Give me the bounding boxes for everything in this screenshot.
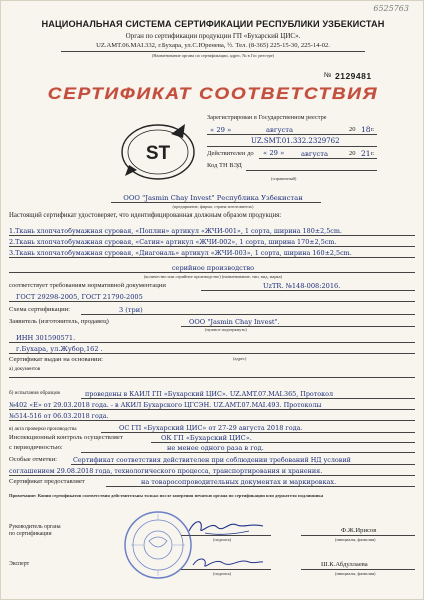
head-signature-scribble [181,515,271,537]
tn-label: Код ТН ВЭД [207,162,242,169]
st-logo-mark [119,118,197,182]
special-text-3-value: на товаросопроводительных документах и маркировках. [141,478,337,486]
compliance-value-2: ГОСТ 29298-2005, ГОСТ 21790-2005 [16,293,143,301]
documents-line [9,377,415,378]
special-label: Особые отметки: [9,456,57,463]
valid-day: « 29 » [263,149,285,157]
check-label: в) акта проверки производства [9,426,77,432]
inn-line [9,342,415,343]
organ-line: Орган по сертификации продукции ГП «Бухарский ЦИС». [125,32,301,40]
applicant-caption: (нужное подчеркнуть) [205,327,247,332]
tn-caption: (справочный) [271,176,297,181]
reg-year: 18 [361,125,371,134]
product-2-line [9,246,415,247]
applicant-address: г.Бухара, ул.Жубор,162 . [16,345,103,353]
tn-line [246,170,377,171]
expert-name-caption: (инициалы, фамилия) [335,571,376,576]
reg-number: UZ.SMT.01.332.2329762 [251,137,340,145]
tests-underline-2 [9,409,415,410]
period-value: не менее одного раза в год. [167,444,264,452]
special-line-1 [71,464,415,465]
product-1: 1.Ткань хлопчатобумажная суровая, «Поплин» артикул «ЖЧИ-001», 1 сорта, ширина 180±2,5cm. [9,227,342,235]
basis-label: Сертификат выдан на основании: [9,356,103,363]
valid-year: 21 [361,149,371,158]
applicant-value: ООО "Jasmin Chay Invest". [189,318,280,326]
tests-line-2: №402 «Е» от 29.03.2018 года. - в АКИЛ Бухарского ЦГСЭН. UZ.AMT.07.MAI.493. Протоколы [9,401,322,409]
valid-date-line [259,158,377,159]
expert-name: Ш.К.Абдуллаева [321,561,368,568]
expert-sign-caption: (подпись) [213,571,232,576]
tests-label: б) испытания образцов [9,390,60,396]
valid-label: Действителен до [207,150,254,157]
compliance-line-1 [201,290,415,291]
reg-month: августа [266,126,294,134]
special-text-3: Сертификат предоставляет [9,478,85,485]
inspection-label: Инспекционный контроль осуществляет [9,434,123,441]
note-text: Примечание: Копии сертификатов соответствия действительны только после заверения печатью органа по сертификации или держателя подлинника [9,493,324,498]
check-value: ОС ГП «Бухарский ЦИС» от 27-29 августа 2018 года. [119,424,303,432]
serial-label: № [324,72,332,79]
valid-year-prefix: 20 [349,150,356,157]
compliance-label: соответствует требованиям нормативной документации [9,282,166,289]
production-value: серийное производство [171,264,255,272]
manufacturer-line [111,202,321,203]
inspection-value: ОК ГП «Бухарский ЦИС». [161,434,252,442]
organ-underline [61,51,365,52]
tests-underline-3 [9,420,415,421]
address-line [9,353,415,354]
top-number: 6525763 [373,4,409,13]
reg-date-line [207,134,377,135]
st-logo [119,118,197,182]
expert-name-line [301,569,415,570]
tests-line-3: №514-516 от 06.03.2018 года. [9,412,109,420]
organ-address: UZ.AMT.06.MAI.332, г.Бухара, ул.С.Юренева, ½. Тел. (8-365) 225-15-30, 225-14-02. [96,42,330,49]
applicant-label: Заявитель (изготовитель, продавец) [9,318,109,325]
certificate-title: СЕРТИФИКАТ СООТВЕТСТВИЯ [47,84,379,103]
system-title: НАЦИОНАЛЬНАЯ СИСТЕМА СЕРТИФИКАЦИИ РЕСПУБЛИКИ УЗБЕКИСТАН [41,19,385,29]
head-signature [181,515,271,537]
head-name: Ф.Ж.Ирисов [341,527,377,534]
registered-label: Зарегистрирован в Государственном реестре [207,114,327,121]
reg-year-suffix: г. [371,126,375,133]
reg-number-line [207,146,377,147]
special-text-2: соглашением 29.08.2018 года, технологического процесса, транспортирования и хранения. [9,467,323,475]
reg-day: « 29 » [210,126,232,134]
product-1-line [9,235,415,236]
head-name-line [301,535,415,536]
scheme-value: 3 (три) [119,306,143,314]
inspection-line [151,442,415,443]
product-2: 2.Ткань хлопчатобумажная суровая, «Сатин» артикул «ЖЧИ-002», 1 сорта, ширина 170±2,5cm. [9,238,337,246]
product-3: 3.Ткань хлопчатобумажная суровая, «Диагональ» артикул «ЖЧИ-003», 1 сорта, ширина 160±2,5cm. [9,249,352,257]
production-line [9,272,415,273]
tests-underline-1 [81,398,415,399]
manufacturer-value: ООО "Jasmin Chay Invest" Республика Узбекистан [123,194,303,202]
head-name-caption: (инициалы, фамилия) [335,537,376,542]
valid-year-suffix: г. [371,150,375,157]
serial-number: 2129481 [335,71,372,81]
manufacturer-caption: (предприятие, фирма, страна изготовитель) [172,204,254,209]
production-caption: (количество или серийное производство) (наименование, тип, вид, марка) [143,274,283,279]
special-line-3 [106,486,415,487]
reg-year-prefix: 20 [349,126,356,133]
valid-month: августа [301,150,329,158]
basis-documents: а) документов [9,366,41,372]
check-underline [101,432,415,433]
scheme-line [81,314,415,315]
head-label: Руководитель органа по сертификации [9,524,61,538]
address-caption: (адрес) [233,356,247,361]
period-label: с периодичностью: [9,444,63,451]
expert-signature-scribble [187,553,267,571]
scheme-label: Схема сертификации: [9,306,70,313]
special-text-1: Сертификат соответствия действителен при соблюдении требований НД условий [73,456,351,464]
st-logo-text: ST [145,143,171,164]
period-line [81,452,415,453]
compliance-value-1: UzTR. №148-008:2016. [263,282,341,290]
special-line-2 [9,475,415,476]
expert-signature [187,553,267,571]
applicant-inn: ИНН 301590571. [16,334,76,342]
certifies-text: Настоящий сертификат удостоверяет, что идентифицированная должным образом продукция: [9,212,282,219]
expert-label: Эксперт [9,561,30,567]
tests-line-1: проведены в КАИЛ ГП «Бухарский ЦИС». UZ.AMT.07.MAI.365, Протокол [85,390,334,398]
organ-caption: (Наименование органа по сертификации, адрес, № в Гос реестре) [151,53,275,58]
compliance-line-2 [9,301,415,302]
head-sign-caption: (подпись) [213,537,232,542]
product-3-line [9,257,415,258]
